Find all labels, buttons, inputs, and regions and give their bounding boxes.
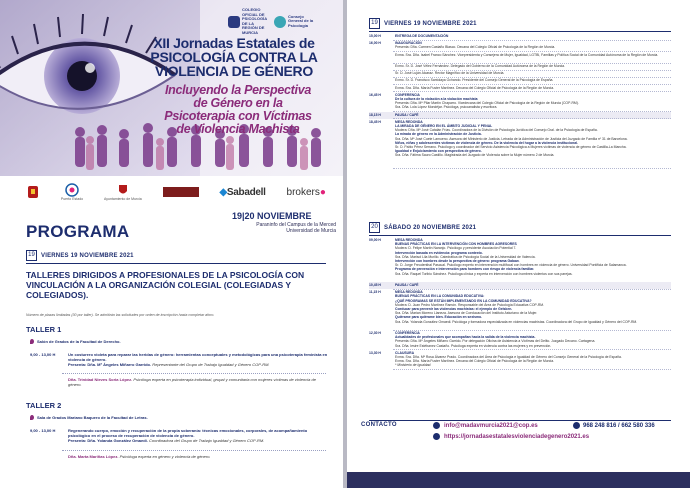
event-title: XII Jornadas Estatales de PSICOLOGÍA CONTRA LA VIOLENCIA DE GÉNERO	[150, 35, 318, 79]
schedule-heading: Quiérame para quiérame bien. Educación en sexismo.	[395, 315, 483, 320]
schedule-body	[395, 113, 671, 117]
schedule-body	[395, 41, 671, 49]
divider	[62, 450, 326, 451]
schedule-heading: Programa de prevención e intervención para hombres con riesgo de violencia familiar.	[395, 267, 535, 272]
contact-label: CONTACTO	[361, 422, 397, 428]
sponsor-brokers: brokers●	[286, 186, 326, 198]
sabadell-mark-icon: ◆	[219, 186, 227, 198]
schedule-text: Sra. Dña. Lola López Mondéjar. Psicóloga, psicoanalista y escritora.	[395, 105, 498, 110]
footer-bar	[347, 472, 690, 488]
schedule-text: Exma. Sra. Dña. Isabel Franco Sánchez. Vicepresidenta y Consejera de Mujer, Igualdad, LGTBI, Familias y Política Social de la Comunidad Autónoma de la Región de Murcia.	[395, 52, 659, 57]
divider	[393, 369, 671, 370]
left-page	[0, 0, 343, 488]
schedule-heading: Igualdad e Enjuiciamiento con perspectiva de género.	[395, 149, 482, 154]
schedule-item	[369, 78, 671, 82]
taller2-session: 9,00 - 13,00 H Regenerando cuerpo, emoción y recuperación de la propia soberanía: técnicas emocionales, corporales, de acompañamiento psicológico en el proceso de recuperación de violencia de género. Presenta: Dña. Yolanda González Omaedi. Coordinadora del Grupo de Trabajo Igualdad y Género COP-RM.	[30, 428, 308, 443]
location-pin-icon	[30, 415, 34, 420]
schedule-heading: ¿QUÉ PROGRAMAS SE ESTÁN IMPLEMENTANDO EN LA COMUNIDAD EDUCATIVA?	[395, 298, 532, 303]
schedule-text: Presenta: Dña. Mª Pilar Martín Chaparro. Vicedecana del Colegio Oficial de Psicología de la Región de Murcia (COP-RM).	[395, 101, 579, 106]
schedule-heading: De la cultura de la violación a la violación machista	[395, 97, 478, 101]
schedule-item	[369, 331, 671, 348]
puerto-logo-icon	[65, 183, 79, 197]
schedule-heading: BUENAS PRÁCTICAS EN LA COMUNIDAD EDUCATIVA:	[395, 294, 485, 299]
schedule-heading: BUENAS PRÁCTICAS EN LA INTERVENCIÓN CON HOMBRES AGRESORES	[395, 242, 517, 247]
contact-email[interactable]: info@madavmurcia2021@cop.es	[433, 422, 538, 429]
schedule-time: 10,45 H	[369, 283, 381, 287]
schedule-body	[395, 93, 671, 110]
schedule-text: Sra. Dña. Yolanda González Omaedi. Psicóloga y formadora especializada en violencias machistas. Coordinadora del Grupo de Igualdad y Género del COP-RM.	[395, 319, 638, 324]
schedule-body	[395, 78, 671, 82]
schedule-item	[369, 53, 671, 57]
schedule-time	[369, 86, 391, 90]
taller1-session: 9,00 - 13,00 H Un costurero violeta para reparar las heridas de género: herramientas conceptuales y metodológicas para una psicoterapia feminista en violencia de género. Presenta: Dña. Mª Ángeles Miñarro Garrido. Representante del Grupo de Trabajo Igualdad y Género COP-RM.	[30, 352, 328, 367]
schedule-text: Presenta: Dña. Mª Ángeles Miñarro Garrido. Por delegación Oficina de Asistencia a Víctimas del Delito. Juzgado Decano. Cartagena.	[395, 339, 596, 344]
schedule-text: Exmo. Sr. D. José Vélez Fernández. Delegado del Gobierno de la Comunidad Autónoma de la Región de Murcia.	[395, 64, 566, 68]
schedule-text: Sra. Dña. Fátima Sauro Castillo. Magistrada del Juzgado de Violencia sobre la Mujer número 2 de Murcia.	[395, 153, 555, 158]
sponsor-puerto: Puerto Estado	[61, 183, 83, 201]
schedule-text: Exma. Sra. Dña. María Fuster Martínez. Decana del Colegio Oficial de Psicología de la Región de Murcia.	[395, 359, 555, 364]
schedule-heading: PAUSA / CAFÉ	[395, 112, 419, 117]
colegio-logo-icon	[228, 16, 240, 28]
schedule-text: Modera: Dña. Mª José Catalán Frías. Coordinadora de la División de Psicología Jurídica del Consejo Gral. de la Psicología de España.	[395, 128, 598, 133]
schedule-heading: MESA REDONDA	[395, 290, 423, 295]
schedule-time	[369, 71, 391, 75]
schedule-body	[395, 64, 671, 68]
schedule-time: 11,15 H	[369, 290, 381, 295]
schedule-heading: La mirada de género en la Administración de Justicia.	[395, 132, 482, 137]
schedule-item	[369, 34, 671, 38]
logo-consejo: Consejo General de la Psicología	[274, 15, 314, 29]
schedule-text: Modera: D. Juan Pedro Martínez Ramón. Responsable del Área de Psicología Educativa COP-RM.	[395, 302, 545, 307]
day-header-friday: 19 VIERNES 19 NOVIEMBRE 2021	[369, 18, 671, 32]
schedule-heading: Coeducar para prevenir las violencias machistas: el ejemplo de Gelsken.	[395, 307, 513, 311]
schedule-item	[369, 283, 671, 287]
schedule-time: 15,00 H	[369, 34, 381, 38]
sponsor-region	[26, 185, 40, 199]
location-pin-icon	[30, 339, 34, 344]
divider	[62, 373, 326, 374]
schedule-heading: PAUSA / CAFÉ	[395, 283, 419, 287]
schedule-body	[395, 238, 671, 276]
schedule-text: Sra. Dña. Marian Moreno Llaneza. Asesora de Coeducación del Instituto Asturiano de la Mujer.	[395, 311, 538, 316]
region-crest-icon	[26, 185, 40, 199]
right-page	[347, 0, 690, 488]
schedule-time: 16,00 H	[369, 41, 381, 46]
schedule-body	[395, 290, 671, 324]
schedule-text: Exmo. Sr. D. Francisco Santolaya Ochando. Presidente del Consejo General de la Psicología de España.	[395, 78, 554, 83]
sponsor-sabadell: ◆Sabadell	[219, 186, 266, 198]
sponsor-logos	[26, 180, 326, 204]
taller2-speaker: Dña. Marta Mariñas López. Psicóloga experta en género y violencia de género.	[68, 454, 211, 459]
schedule-heading: Intervención con hombres desde la perspectiva de género: programa Gabaw.	[395, 259, 520, 264]
event-dates: 19|20 NOVIEMBRE	[232, 211, 312, 221]
programa-heading: PROGRAMA	[26, 222, 130, 241]
ayuntamiento-crest-icon	[116, 183, 130, 197]
schedule-body	[395, 53, 671, 57]
phone-icon	[573, 422, 580, 429]
event-venue: Paraninfo del Campus de la Merced Universidad de Murcia	[256, 222, 336, 234]
calendar-icon: 19	[26, 250, 37, 261]
schedule-item	[369, 120, 671, 158]
schedule-time	[369, 64, 391, 68]
schedule-text: Sra. Dña. Iesire Estébanez Castaño. Psicóloga experta en violencia contra las mujeres y en prevención.	[395, 343, 552, 348]
schedule-text: Sra. Dña. Marisol Lila Murillo. Catedrática de Psicología Social de la Universidad de Valencia.	[395, 254, 536, 259]
taller2-location: Sala de Grados Mariano Baquero de la Facultad de Letras.	[30, 415, 148, 420]
taller1-heading: TALLER 1	[26, 325, 62, 334]
schedule-heading: ENTREGA DE DOCUMENTACIÓN	[395, 34, 449, 38]
schedule-heading: Intervención basada en evidencia: programa contexto.	[395, 250, 483, 255]
schedule-item	[369, 71, 671, 75]
schedule-text: Modera: D. Felipe Martín Naranjo. Psicólogo y presidente Asociación Potential 7.	[395, 246, 517, 251]
schedule-time: 12,30 H	[369, 331, 381, 335]
schedule-item	[369, 113, 671, 117]
organizer-logos	[228, 8, 314, 35]
divider	[393, 168, 671, 169]
schedule-body	[395, 351, 671, 368]
schedule-heading: MESA REDONDA	[395, 238, 423, 242]
schedule-time: 18,15 H	[369, 112, 381, 117]
taller1-location: Salón de Grados de la Facultad de Derecho.	[30, 339, 121, 344]
contact-phone[interactable]: 968 248 816 / 662 580 336	[573, 422, 655, 429]
email-icon	[433, 422, 440, 429]
schedule-text: Exma. Sra. Dña. María Fuster Martínez. Decana del Colegio Oficial de Psicología de la Región de Murcia.	[395, 85, 555, 90]
schedule-time: 09,00 H	[369, 238, 381, 242]
schedule-time	[369, 78, 391, 82]
talleres-title: TALLERES DIRIGIDOS A PROFESIONALES DE LA PSICOLOGÍA CON VINCULACIÓN A LA ORGANIZACIÓN COLEGIAL (COLEGIADAS Y COLEGIADOS).	[26, 270, 305, 300]
sponsor-ayuntamiento: Ayuntamiento de Murcia	[104, 183, 142, 201]
schedule-text: Sr. D. José Luján Alcaraz. Rector Magnífico de la Universidad de Murcia.	[395, 71, 505, 76]
schedule-heading: LA MIRADA DE GÉNERO EN EL ÁMBITO JUDICIAL Y PENAL	[395, 124, 493, 128]
schedule-item	[369, 290, 671, 324]
schedule-text: Sra. Dña. Raquel Toribio Sánchez. Psicóloga clínica y experta en intervención con hombres violentos con sus parejas.	[395, 271, 573, 276]
consejo-logo-icon	[274, 16, 286, 28]
calendar-icon: 20	[369, 222, 380, 233]
schedule-body	[395, 331, 671, 348]
contact-website[interactable]: https://jornadasestatalesviolenciadegenero2021.es	[433, 433, 589, 440]
hero-banner	[0, 0, 343, 176]
sponsor-university-logo	[163, 187, 199, 197]
schedule-time: 16,45 H	[369, 92, 381, 97]
schedule-item	[369, 64, 671, 68]
schedule-body	[395, 71, 671, 75]
schedule-item	[369, 351, 671, 368]
schedule-text: Sr. D. Pablo Pérez Serrano. Psicólogo y coordinador del Servicio Asistencia Psicológica a Mujeres víctimas de violencia de género de Castilla-La Mancha.	[395, 145, 627, 150]
schedule-heading: CONFERENCIA	[395, 331, 420, 335]
schedule-text: Presenta: Dña. Carmen Castaño Blasco. Decana del Colegio Oficial de Psicología de la Región de Murcia.	[395, 45, 556, 50]
talleres-note: Número de plazas limitadas (30 por taller). Se admitirán las solicitudes por orden de inscripción hasta completar aforo.	[26, 313, 215, 317]
schedule-item	[369, 86, 671, 90]
schedule-time: 18,45 H	[369, 119, 381, 124]
schedule-item	[369, 41, 671, 49]
day-header-friday: 19 VIERNES 19 NOVIEMBRE 2021	[26, 250, 326, 264]
schedule-item	[369, 93, 671, 110]
schedule-body	[395, 86, 671, 90]
schedule-heading: CLAUSURA	[395, 350, 415, 355]
calendar-icon: 19	[369, 18, 380, 29]
schedule-heading: INAUGURACIÓN	[395, 41, 422, 46]
schedule-text: Sr. D. Jorge Freudenthal Pascual. Psicólogo experto en intervención multifocal con hombres en violencia de género. Universidad Pontificia de Salamanca.	[395, 263, 627, 268]
schedule-body	[395, 120, 671, 158]
logo-colegio: COLEGIO OFICIAL DE PSICOLOGÍA DE LA REGIÓN DE MURCIA	[228, 8, 268, 35]
schedule-text: Exma. Sra. Dña. Mª Rosa Álvarez Prado. Coordinadora del Área de Psicología e Igualdad de Género del Consejo General de la Psicología de España.	[395, 355, 622, 359]
globe-icon	[433, 433, 440, 440]
schedule-heading: Actualidades de profesionales que acompañan hacia la salida de la violencia machista.	[395, 335, 536, 340]
schedule-body	[395, 283, 671, 287]
schedule-body	[395, 34, 671, 38]
schedule-heading: CONFERENCIA	[395, 92, 420, 97]
schedule-item	[369, 238, 671, 276]
day-header-saturday: 20 SÁBADO 20 NOVIEMBRE 2021	[369, 222, 671, 236]
schedule-heading: Niños, niñas y adolescentes víctimas de violencia de género. De la violencia del hogar a la violencia institucional.	[395, 140, 578, 145]
taller1-speaker: Dña. Trinidad Nieves Soria López. Psicóloga experta en psicoterapia individual, grupal y comunitaria con mujeres víctimas de violencia de género.	[68, 377, 316, 387]
event-subtitle: Incluyendo la Perspectiva de Género en la Psicoterapia con Víctimas de Violencia Machista	[164, 83, 312, 136]
schedule-time: 13,30 H	[369, 350, 381, 355]
schedule-text: * Ministerio de Igualdad.	[395, 363, 432, 368]
brokers-mark-icon: ●	[319, 186, 326, 198]
schedule-heading: MESA REDONDA	[395, 119, 423, 124]
schedule-time	[369, 53, 391, 57]
schedule-text: Sra. Dña. Mª José Cuete Lamueno. Asesora del Ministerio de Justicia. Letrada de la Administración de Justicia del Juzgado de Familia nº 31 de Barcelona.	[395, 136, 628, 141]
taller2-heading: TALLER 2	[26, 401, 62, 410]
